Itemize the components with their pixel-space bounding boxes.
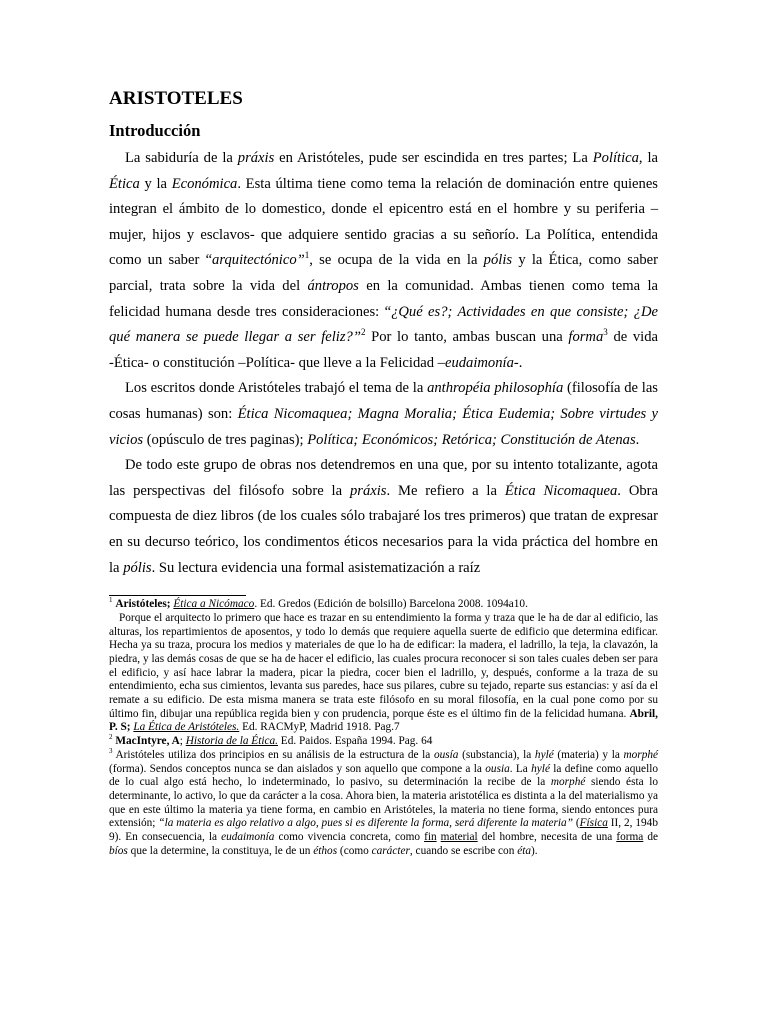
paragraph-3: De todo este grupo de obras nos detendremos en una que, por su intento totalizante, agota las perspectivas del filósofo sobre la práxis. Me refiero a la Ética Nicomaquea. Obra compuesta de diez libros (de los cuales sólo trabajaré los tres primeros) que tratan de expresar en su decurso teórico, los condimentos éticos necesarios para la vida práctica del hombre en la pólis. Su lectura evidencia una formal asistematización a raíz bbox=[109, 457, 658, 576]
footnote-3: $^3$ Aristóteles utiliza dos principios en su análisis de la estructura de la ousía (substancia), la hylé (materia) y la morphé (forma). Sendos conceptos nunca se dan aislados y son aquello que compone a la ousia. La hylé la define como aquello de lo cual algo está hecho, lo indeterminado, lo pasivo, su determinación la recibe de la morphé siendo ésta lo determinante, lo activo, lo que da carácter a la cosa. Ahora bien, la materia aristotélica es distinta a la del materialismo ya que en este último la materia ya tiene forma, en cambio en Aristóteles, la materia no tiene forma, siendo entonces pura extensión; “la materia es algo relativo a algo, pues si es diferente la forma, será diferente la materia” (Física II, 2, 194b 9). En consecuencia, la eudaimonía como vivencia concreta, como fin material del hombre, necesita de una forma de bíos que la determine, la constituya, le de un éthos (como carácter, cuando se escribe con éta). bbox=[109, 747, 659, 857]
body-text bbox=[109, 146, 658, 581]
footnotes bbox=[109, 598, 658, 858]
document-title: ARISTOTELES bbox=[109, 88, 243, 109]
paragraph-2: Los escritos donde Aristóteles trabajó el tema de la anthropéia philosophía (filosofía de las cosas humanas) son: Ética Nicomaquea; Magna Moralia; Ética Eudemia; Sobre virtudes y vicios (opúsculo de tres paginas); Política; Económicos; Retórica; Constitución de Atenas. bbox=[109, 380, 659, 448]
section-heading: Introducción bbox=[109, 121, 201, 140]
footnote-1-quote: Porque el arquitecto lo primero que hace es trazar en su entendimiento la forma y traza que le ha de dar al edificio, las alturas, los repartimientos de aposentos, y todo lo demás que requiere aquella suerte de edificio que determina edificar. Hecha ya su traza, procura los medios y materiales de que lo ha de edificar: la madera, el ladrillo, la teja, la clavazón, la piedra, y las demás cosas de que se ha de hacer el edificio, las cuales procura reconocer si son tales cuales deben ser para el edificio, y así hace labrar la madera, picar la piedra, cocer bien el ladrillo, y, después, conforme a la traza de su entendimiento, echa sus cimientos, levanta sus paredes, hace sus pilares, cubre su tejado, reparte sus estancias: y así da el remate a su edificio. De esta misma manera se trata este filósofo en su moral filosofía, en la cual pone como por su último fin, dibujar una república regida bien y con prudencia, porque éste es el último fin de la felicidad humana. Abril, P. S; La Ética de Aristóteles. Ed. RACMyP, Madrid 1918. Pag.7 bbox=[109, 611, 658, 734]
footnote-ref-1: 1 bbox=[304, 250, 310, 261]
footnote-1: $^1$ Aristóteles; Ética a Nicómaco. Ed. Gredos (Edición de bolsillo) Barcelona 2008. 1094a10. bbox=[109, 596, 528, 611]
footnote-separator bbox=[109, 595, 246, 596]
footnote-2: $^2$ MacIntyre, A; Historia de la Ética. Ed. Paidos. España 1994. Pag. 64 bbox=[109, 733, 433, 748]
footnote-ref-3: 3 bbox=[603, 327, 608, 338]
page-content bbox=[109, 86, 658, 858]
footnote-ref-2: 2 bbox=[360, 327, 366, 338]
paragraph-1: La sabiduría de la práxis en Aristóteles, pude ser escindida en tres partes; La Política, la Ética y la Económica. Esta última tiene como tema la relación de dominación entre quienes integran el ámbito de lo domestico, donde el epicentro está en el hombre y su periferia –mujer, hijos y esclavos- que adquiere sentido gracias a su señorío. La Política, entendida como un saber “arquitectónico”$^1$, se ocupa de la vida en la pólis y la Ética, como saber parcial, trata sobre la vida del ántropos en la comunidad. Ambas tienen como tema la felicidad humana desde tres consideraciones: “¿Qué es?; Actividades en que consiste; ¿De qué manera se puede llegar a ser feliz?”$^2$ Por lo tanto, ambas buscan una forma$^3$ de vida -Ética- o constitución –Política- que lleve a la Felicidad –eudaimonía-. bbox=[109, 150, 659, 371]
